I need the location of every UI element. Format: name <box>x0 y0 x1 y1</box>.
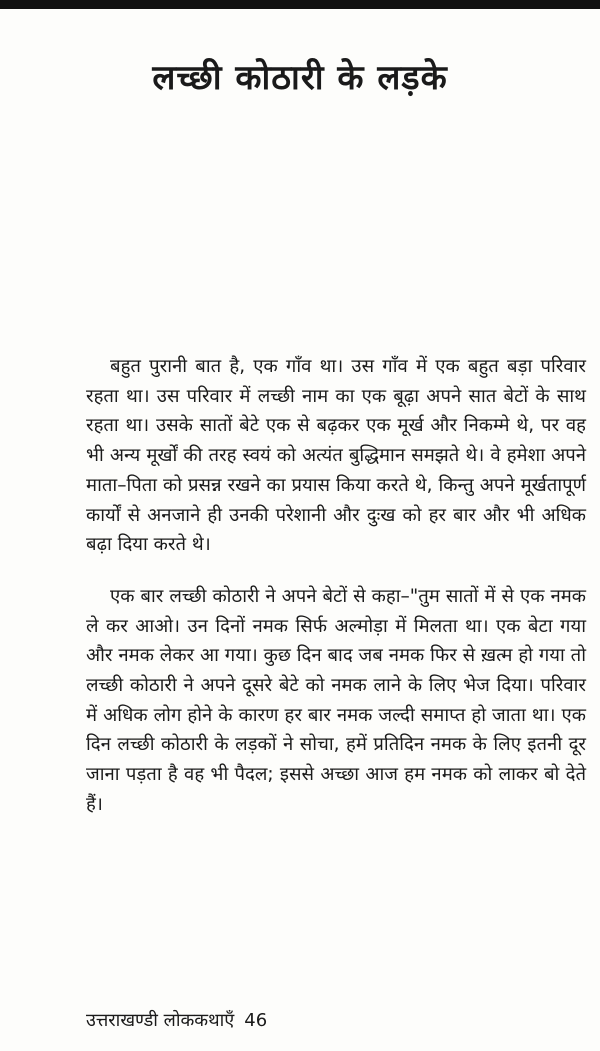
top-rule <box>0 0 600 9</box>
paragraph-1: बहुत पुरानी बात है, एक गाँव था। उस गाँव में एक बहुत बड़ा परिवार रहता था। उस परिवार में लच्छी नाम का एक बूढ़ा अपने सात बेटों के साथ रहता था। उसके सातों बेटे एक से बढ़कर एक मूर्ख और निकम्मे थे, पर वह भी अन्य मूर्खों की तरह स्वयं को अत्यंत बुद्धिमान समझते थे। वे हमेशा अपने माता–पिता को प्रसन्न रखने का प्रयास किया करते थे, किन्तु अपने मूर्खतापूर्ण कार्यों से अनजाने ही उनकी परेशानी और दुःख को हर बार और भी अधिक बढ़ा दिया करते थे। <box>86 356 586 556</box>
page-footer <box>86 1006 267 1036</box>
story-body <box>86 352 586 820</box>
footer-book-title: उत्तराखण्डी लोककथाएँ <box>86 1010 235 1031</box>
page-number: 46 <box>244 1010 268 1031</box>
paragraph-2: एक बार लच्छी कोठारी ने अपने बेटों से कहा–"तुम सातों में से एक नमक ले कर आओ। उन दिनों नमक सिर्फ अल्मोड़ा में मिलता था। एक बेटा गया और नमक लेकर आ गया। कुछ दिन बाद जब नमक फिर से ख़त्म हो गया तो लच्छी कोठारी ने अपने दूसरे बेटे को नमक लाने के लिए भेज दिया। परिवार में अधिक लोग होने के कारण हर बार नमक जल्दी समाप्त हो जाता था। एक दिन लच्छी कोठारी के लड़कों ने सोचा, हमें प्रतिदिन नमक के लिए इतनी दूर जाना पड़ता है वह भी पैदल; इससे अच्छा आज हम नमक को लाकर बो देते हैं। <box>86 585 586 815</box>
page-title: लच्छी कोठारी के लड़के <box>152 58 448 98</box>
